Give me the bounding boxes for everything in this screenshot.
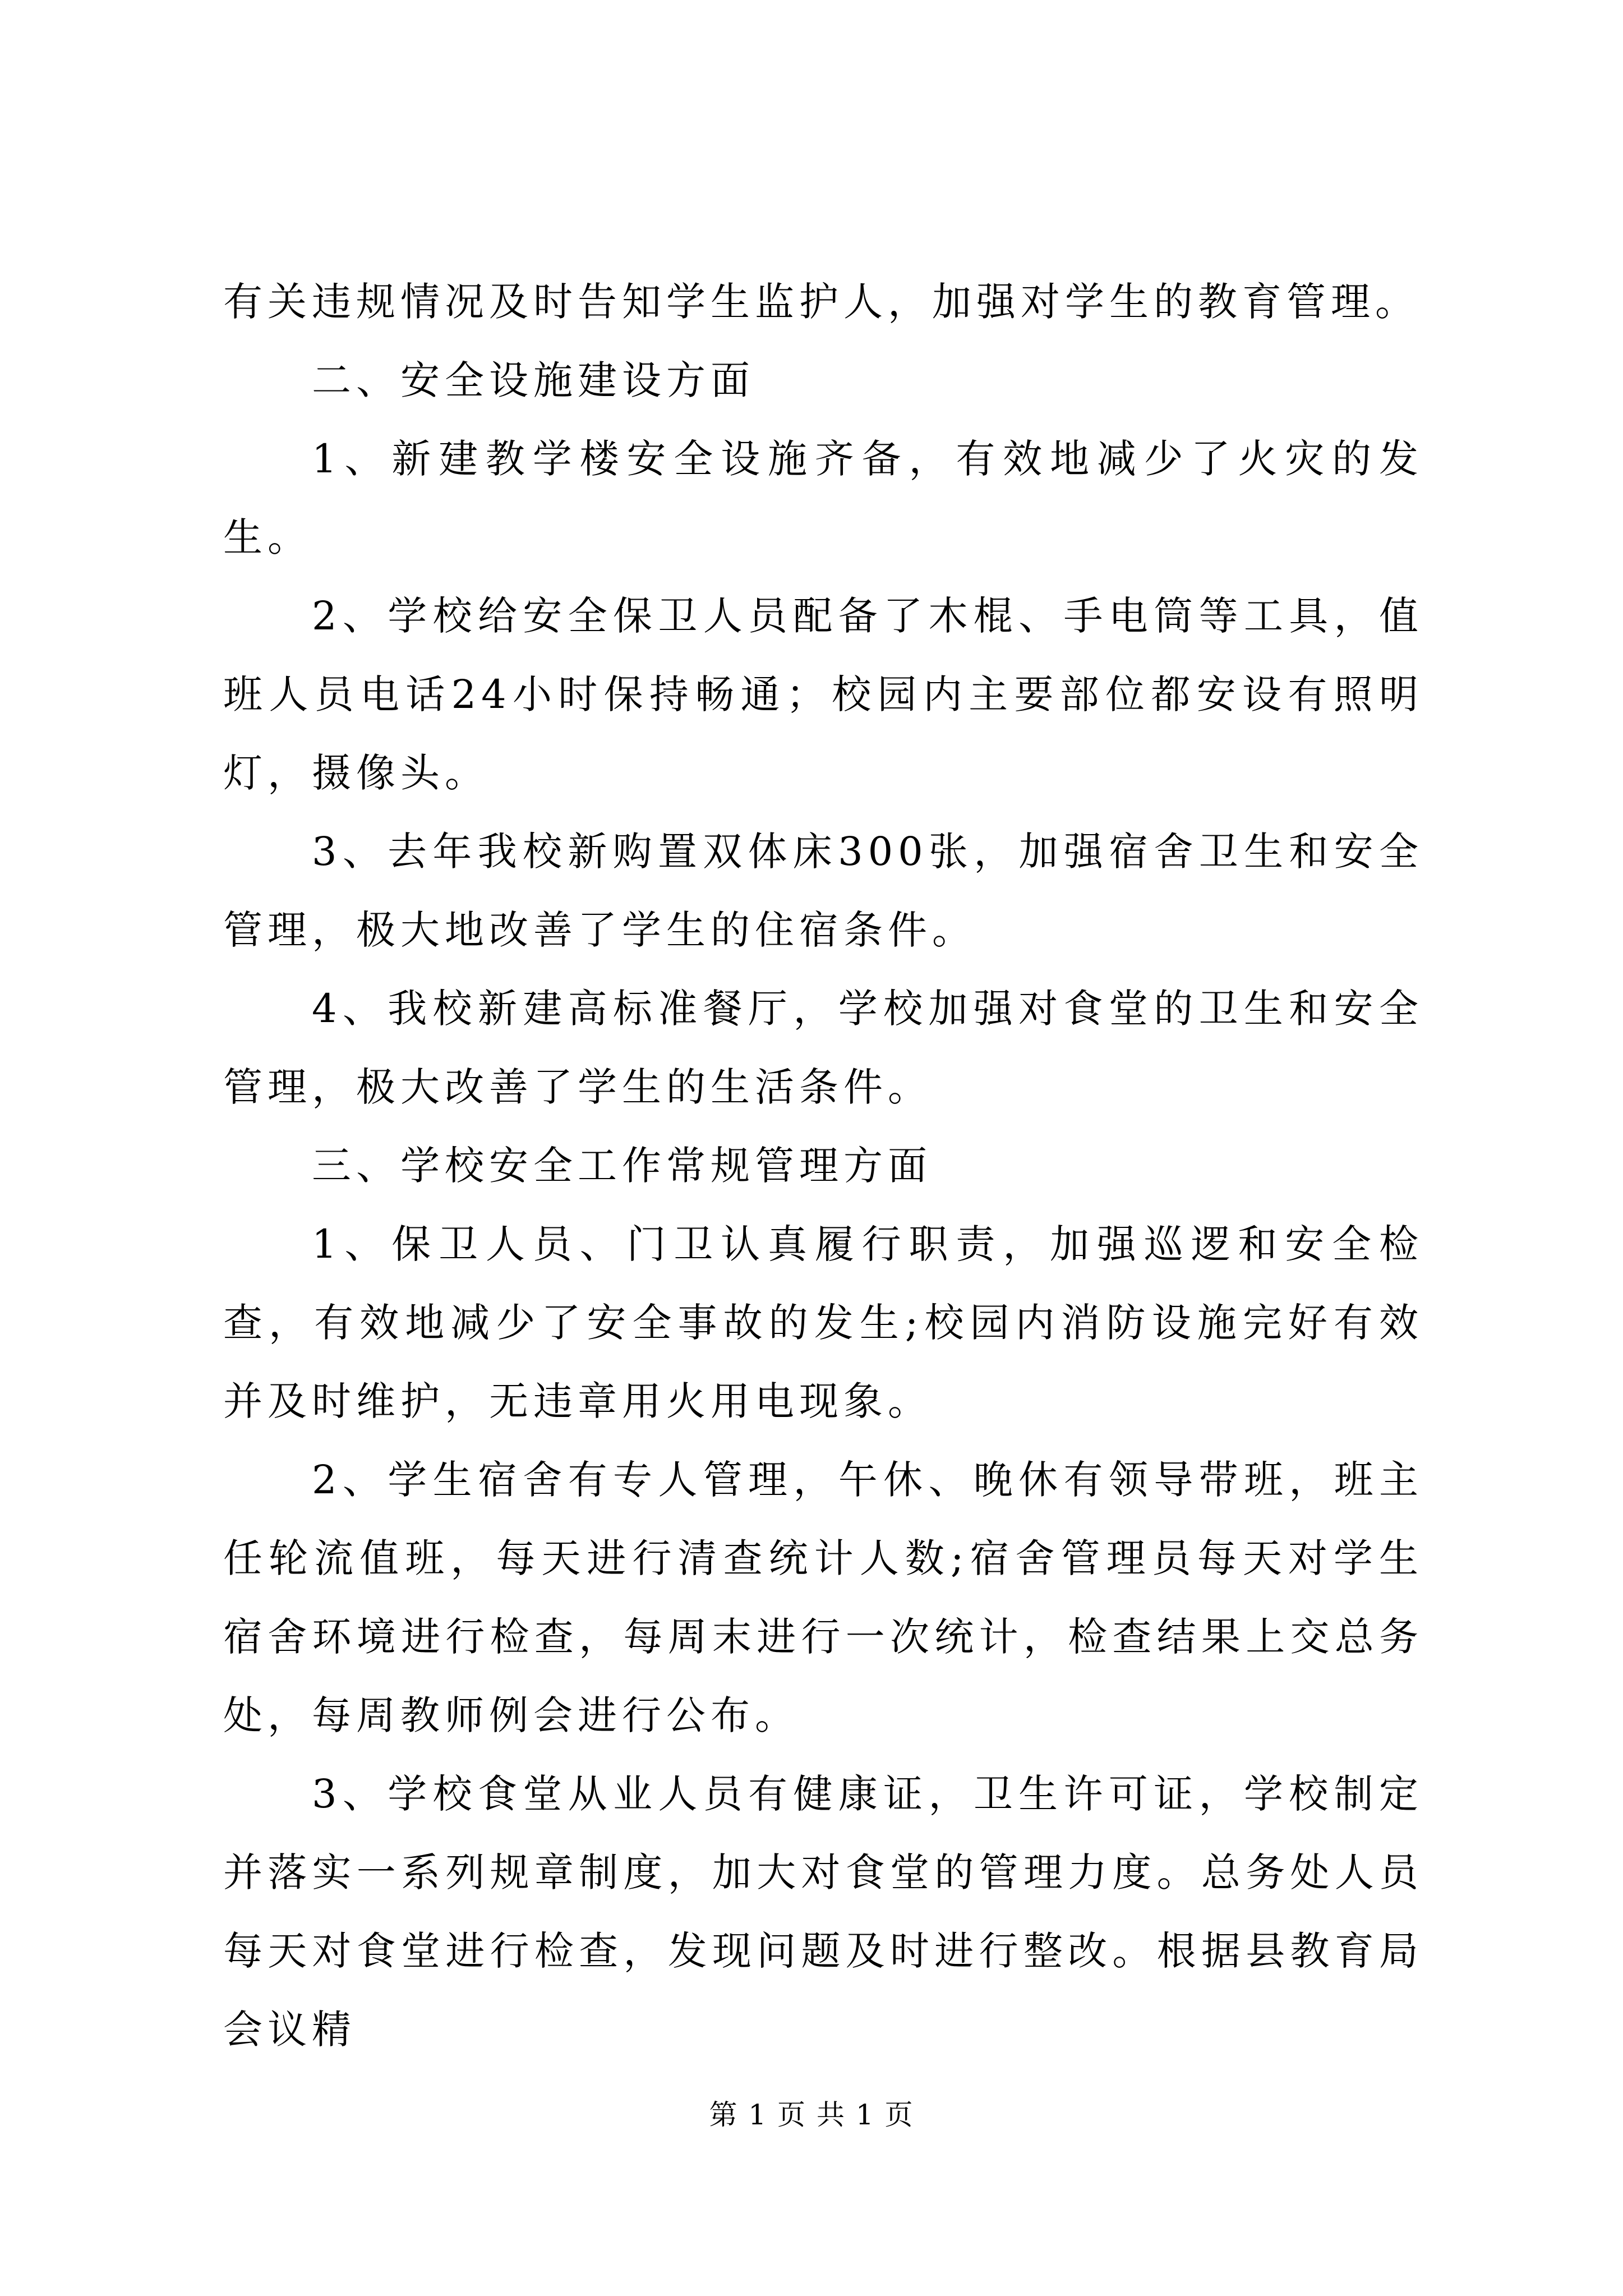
document-body: [223, 263, 1423, 2069]
paragraph-facilities-1: 1、新建教学楼安全设施齐备，有效地减少了火灾的发生。: [223, 436, 1423, 560]
page-footer: 第 1 页 共 1 页: [709, 2099, 914, 2131]
paragraph-facilities-4: 4、我校新建高标准餐厅，学校加强对食堂的卫生和安全管理，极大改善了学生的生活条件。: [223, 986, 1423, 1110]
section-heading-safety-facilities: 二、安全设施建设方面: [312, 357, 755, 403]
paragraph-management-2: 2、学生宿舍有专人管理，午休、晚休有领导带班，班主任轮流值班，每天进行清查统计人数;宿舍管理员每天对学生宿舍环境进行检查，每周末进行一次统计，检查结果上交总务处，每周教师例会进行公布。: [223, 1457, 1423, 1738]
paragraph-management-3: 3、学校食堂从业人员有健康证，卫生许可证，学校制定并落实一系列规章制度，加大对食堂的管理力度。总务处人员每天对食堂进行检查，发现问题及时进行整改。根据县教育局会议精: [223, 1771, 1423, 2053]
paragraph-continuation: 有关违规情况及时告知学生监护人，加强对学生的教育管理。: [223, 279, 1419, 325]
paragraph-facilities-3: 3、去年我校新购置双体床300张，加强宿舍卫生和安全管理，极大地改善了学生的住宿条件。: [223, 829, 1423, 953]
paragraph-management-1: 1、保卫人员、门卫认真履行职责，加强巡逻和安全检查，有效地减少了安全事故的发生;校园内消防设施完好有效并及时维护，无违章用火用电现象。: [223, 1221, 1423, 1424]
paragraph-facilities-2: 2、学校给安全保卫人员配备了木棍、手电筒等工具，值班人员电话24小时保持畅通；校园内主要部位都安设有照明灯，摄像头。: [223, 593, 1423, 796]
section-heading-routine-management: 三、学校安全工作常规管理方面: [312, 1143, 932, 1189]
